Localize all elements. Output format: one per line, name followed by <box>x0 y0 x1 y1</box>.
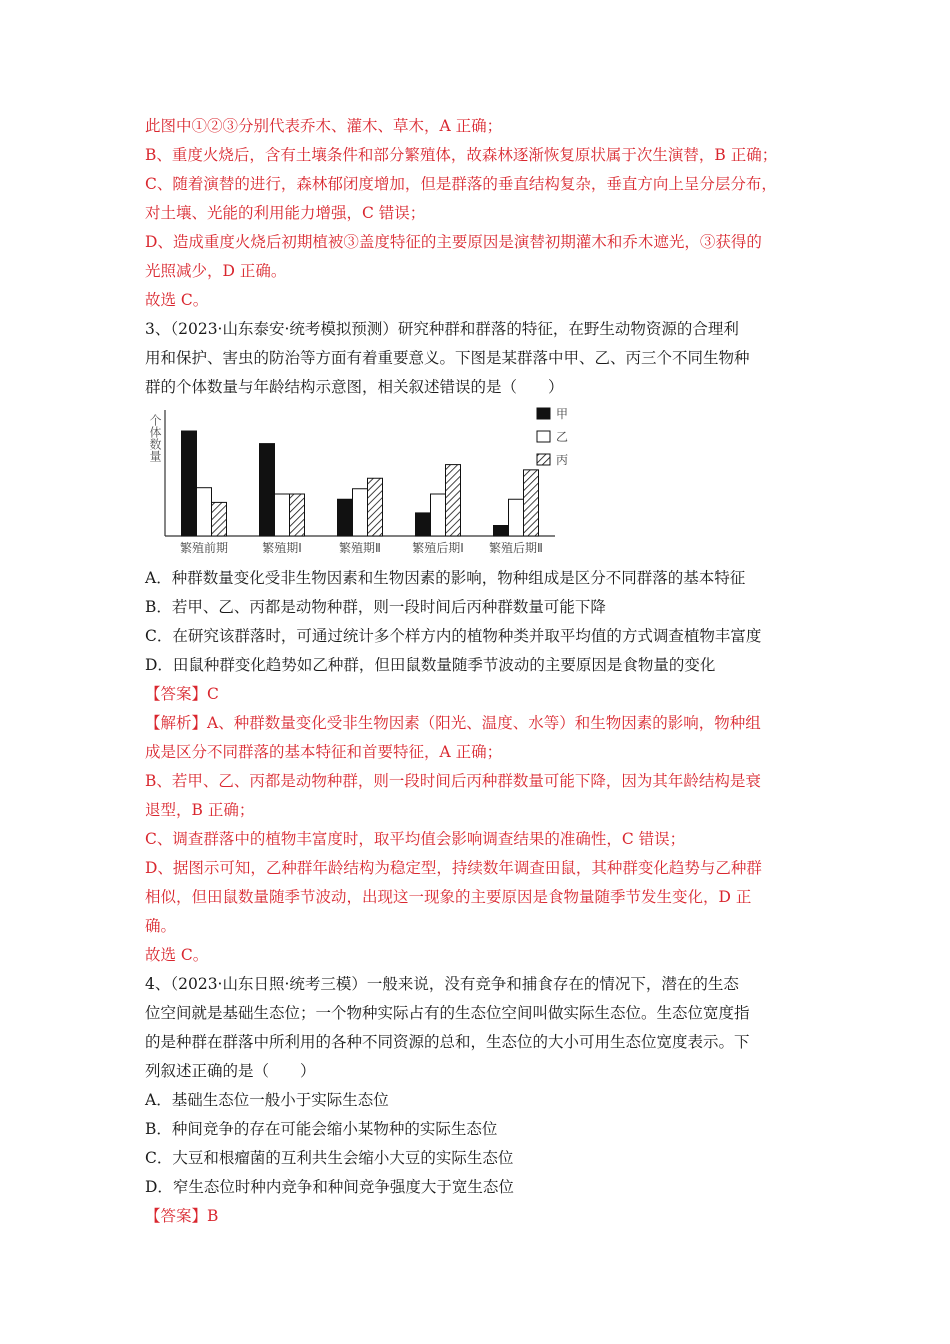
x-tick-label: 繁殖期Ⅱ <box>339 541 381 555</box>
question-3-stem: 3、（2023·山东泰安·统考模拟预测）研究种群和群落的特征，在野生动物资源的合理利 <box>145 320 739 338</box>
text-line: B、重度火烧后，含有土壤条件和部分繁殖体，故森林逐渐恢复原状属于次生演替，B 正确； <box>145 146 778 164</box>
legend-swatch-乙 <box>537 431 550 442</box>
analysis-text: 退型，B 正确； <box>145 801 255 819</box>
answer-line <box>145 1206 218 1226</box>
bar-甲 <box>416 513 431 536</box>
answer-line <box>145 684 219 704</box>
question-4-stem: 位空间就是基础生态位；一个物种实际占有的生态位空间叫做实际生态位。生态位宽度指 <box>145 1004 750 1022</box>
bar-甲 <box>338 499 353 536</box>
option-c: C．在研究该群落时，可通过统计多个样方内的植物种类并取平均值的方式调查植物丰富度 <box>145 627 762 645</box>
bar-chart <box>145 402 585 562</box>
text-line: 对土壤、光能的利用能力增强，C 错误； <box>145 204 426 222</box>
bar-乙 <box>197 488 212 536</box>
question-4-stem: 4、（2023·山东日照·统考三模）一般来说，没有竞争和捕食存在的情况下，潜在的生态 <box>145 975 739 993</box>
x-tick-label: 繁殖期Ⅰ <box>262 541 302 555</box>
bar-乙 <box>509 499 524 536</box>
analysis-text: D、据图示可知，乙种群年龄结构为稳定型，持续数年调查田鼠，其种群变化趋势与乙种群 <box>145 859 762 877</box>
legend-swatch-甲 <box>537 408 550 419</box>
question-4-stem: 列叙述正确的是（ ） <box>145 1062 316 1080</box>
analysis-text: A、种群数量变化受非生物因素（阳光、温度、水等）和生物因素的影响，物种组 <box>207 714 761 732</box>
analysis-tag: 【解析】 <box>145 714 208 732</box>
answer-tag: 【答案】 <box>145 1207 208 1225</box>
x-tick-label: 繁殖后期Ⅱ <box>489 541 543 555</box>
text-line: 此图中①②③分别代表乔木、灌木、草木，A 正确； <box>145 117 503 135</box>
bar-丙 <box>524 470 539 536</box>
analysis-text: 相似，但田鼠数量随季节波动，出现这一现象的主要原因是食物量随季节发生变化，D 正 <box>145 888 752 906</box>
legend-swatch-丙 <box>537 454 550 465</box>
analysis-text: C、调查群落中的植物丰富度时，取平均值会影响调查结果的准确性，C 错误； <box>145 830 686 848</box>
text-line: 故选 C。 <box>145 291 209 309</box>
y-axis-label: 个体数量 <box>148 414 162 462</box>
answer-value: C <box>207 685 219 703</box>
question-4-stem: 的是种群在群落中所利用的各种不同资源的总和，生态位的大小可用生态位宽度表示。下 <box>145 1033 750 1051</box>
option-b: B．种间竞争的存在可能会缩小某物种的实际生态位 <box>145 1120 498 1138</box>
answer-tag: 【答案】 <box>145 685 208 703</box>
bar-乙 <box>353 489 368 536</box>
legend-label: 丙 <box>556 453 569 467</box>
bar-丙 <box>212 502 227 536</box>
bar-甲 <box>494 526 509 537</box>
bar-乙 <box>431 494 446 536</box>
question-3-stem: 群的个体数量与年龄结构示意图，相关叙述错误的是（ ） <box>145 378 564 396</box>
text-line: D、造成重度火烧后初期植被③盖度特征的主要原因是演替初期灌木和乔木遮光，③获得的 <box>145 233 762 251</box>
text-line: C、随着演替的进行，森林郁闭度增加，但是群落的垂直结构复杂，垂直方向上呈分层分布， <box>145 175 777 193</box>
text-line: 光照减少，D 正确。 <box>145 262 287 280</box>
option-c: C．大豆和根瘤菌的互利共生会缩小大豆的实际生态位 <box>145 1149 514 1167</box>
analysis-text: 故选 C。 <box>145 946 209 964</box>
answer-value: B <box>207 1207 219 1225</box>
legend-label: 甲 <box>556 407 569 421</box>
legend-label: 乙 <box>556 430 569 444</box>
option-d: D．田鼠种群变化趋势如乙种群，但田鼠数量随季节波动的主要原因是食物量的变化 <box>145 656 716 674</box>
analysis-text: B、若甲、乙、丙都是动物种群，则一段时间后丙种群数量可能下降，因为其年龄结构是衰 <box>145 772 761 790</box>
option-a: A．种群数量变化受非生物因素和生物因素的影响，物种组成是区分不同群落的基本特征 <box>145 569 746 587</box>
option-b: B．若甲、乙、丙都是动物种群，则一段时间后丙种群数量可能下降 <box>145 598 606 616</box>
x-tick-label: 繁殖后期Ⅰ <box>412 541 464 555</box>
option-a: A．基础生态位一般小于实际生态位 <box>145 1091 389 1109</box>
option-d: D．窄生态位时种内竞争和种间竞争强度大于宽生态位 <box>145 1178 514 1196</box>
question-3-stem: 用和保护、害虫的防治等方面有着重要意义。下图是某群落中甲、乙、丙三个不同生物种 <box>145 349 750 367</box>
bar-丙 <box>446 465 461 536</box>
bar-丙 <box>290 494 305 536</box>
analysis-text: 确。 <box>145 917 177 935</box>
bar-甲 <box>182 431 197 536</box>
bar-甲 <box>260 444 275 536</box>
analysis-text: 成是区分不同群落的基本特征和首要特征，A 正确； <box>145 743 503 761</box>
bar-乙 <box>275 494 290 536</box>
analysis-line <box>145 713 761 733</box>
x-tick-label: 繁殖前期 <box>179 541 229 555</box>
bar-丙 <box>368 478 383 536</box>
